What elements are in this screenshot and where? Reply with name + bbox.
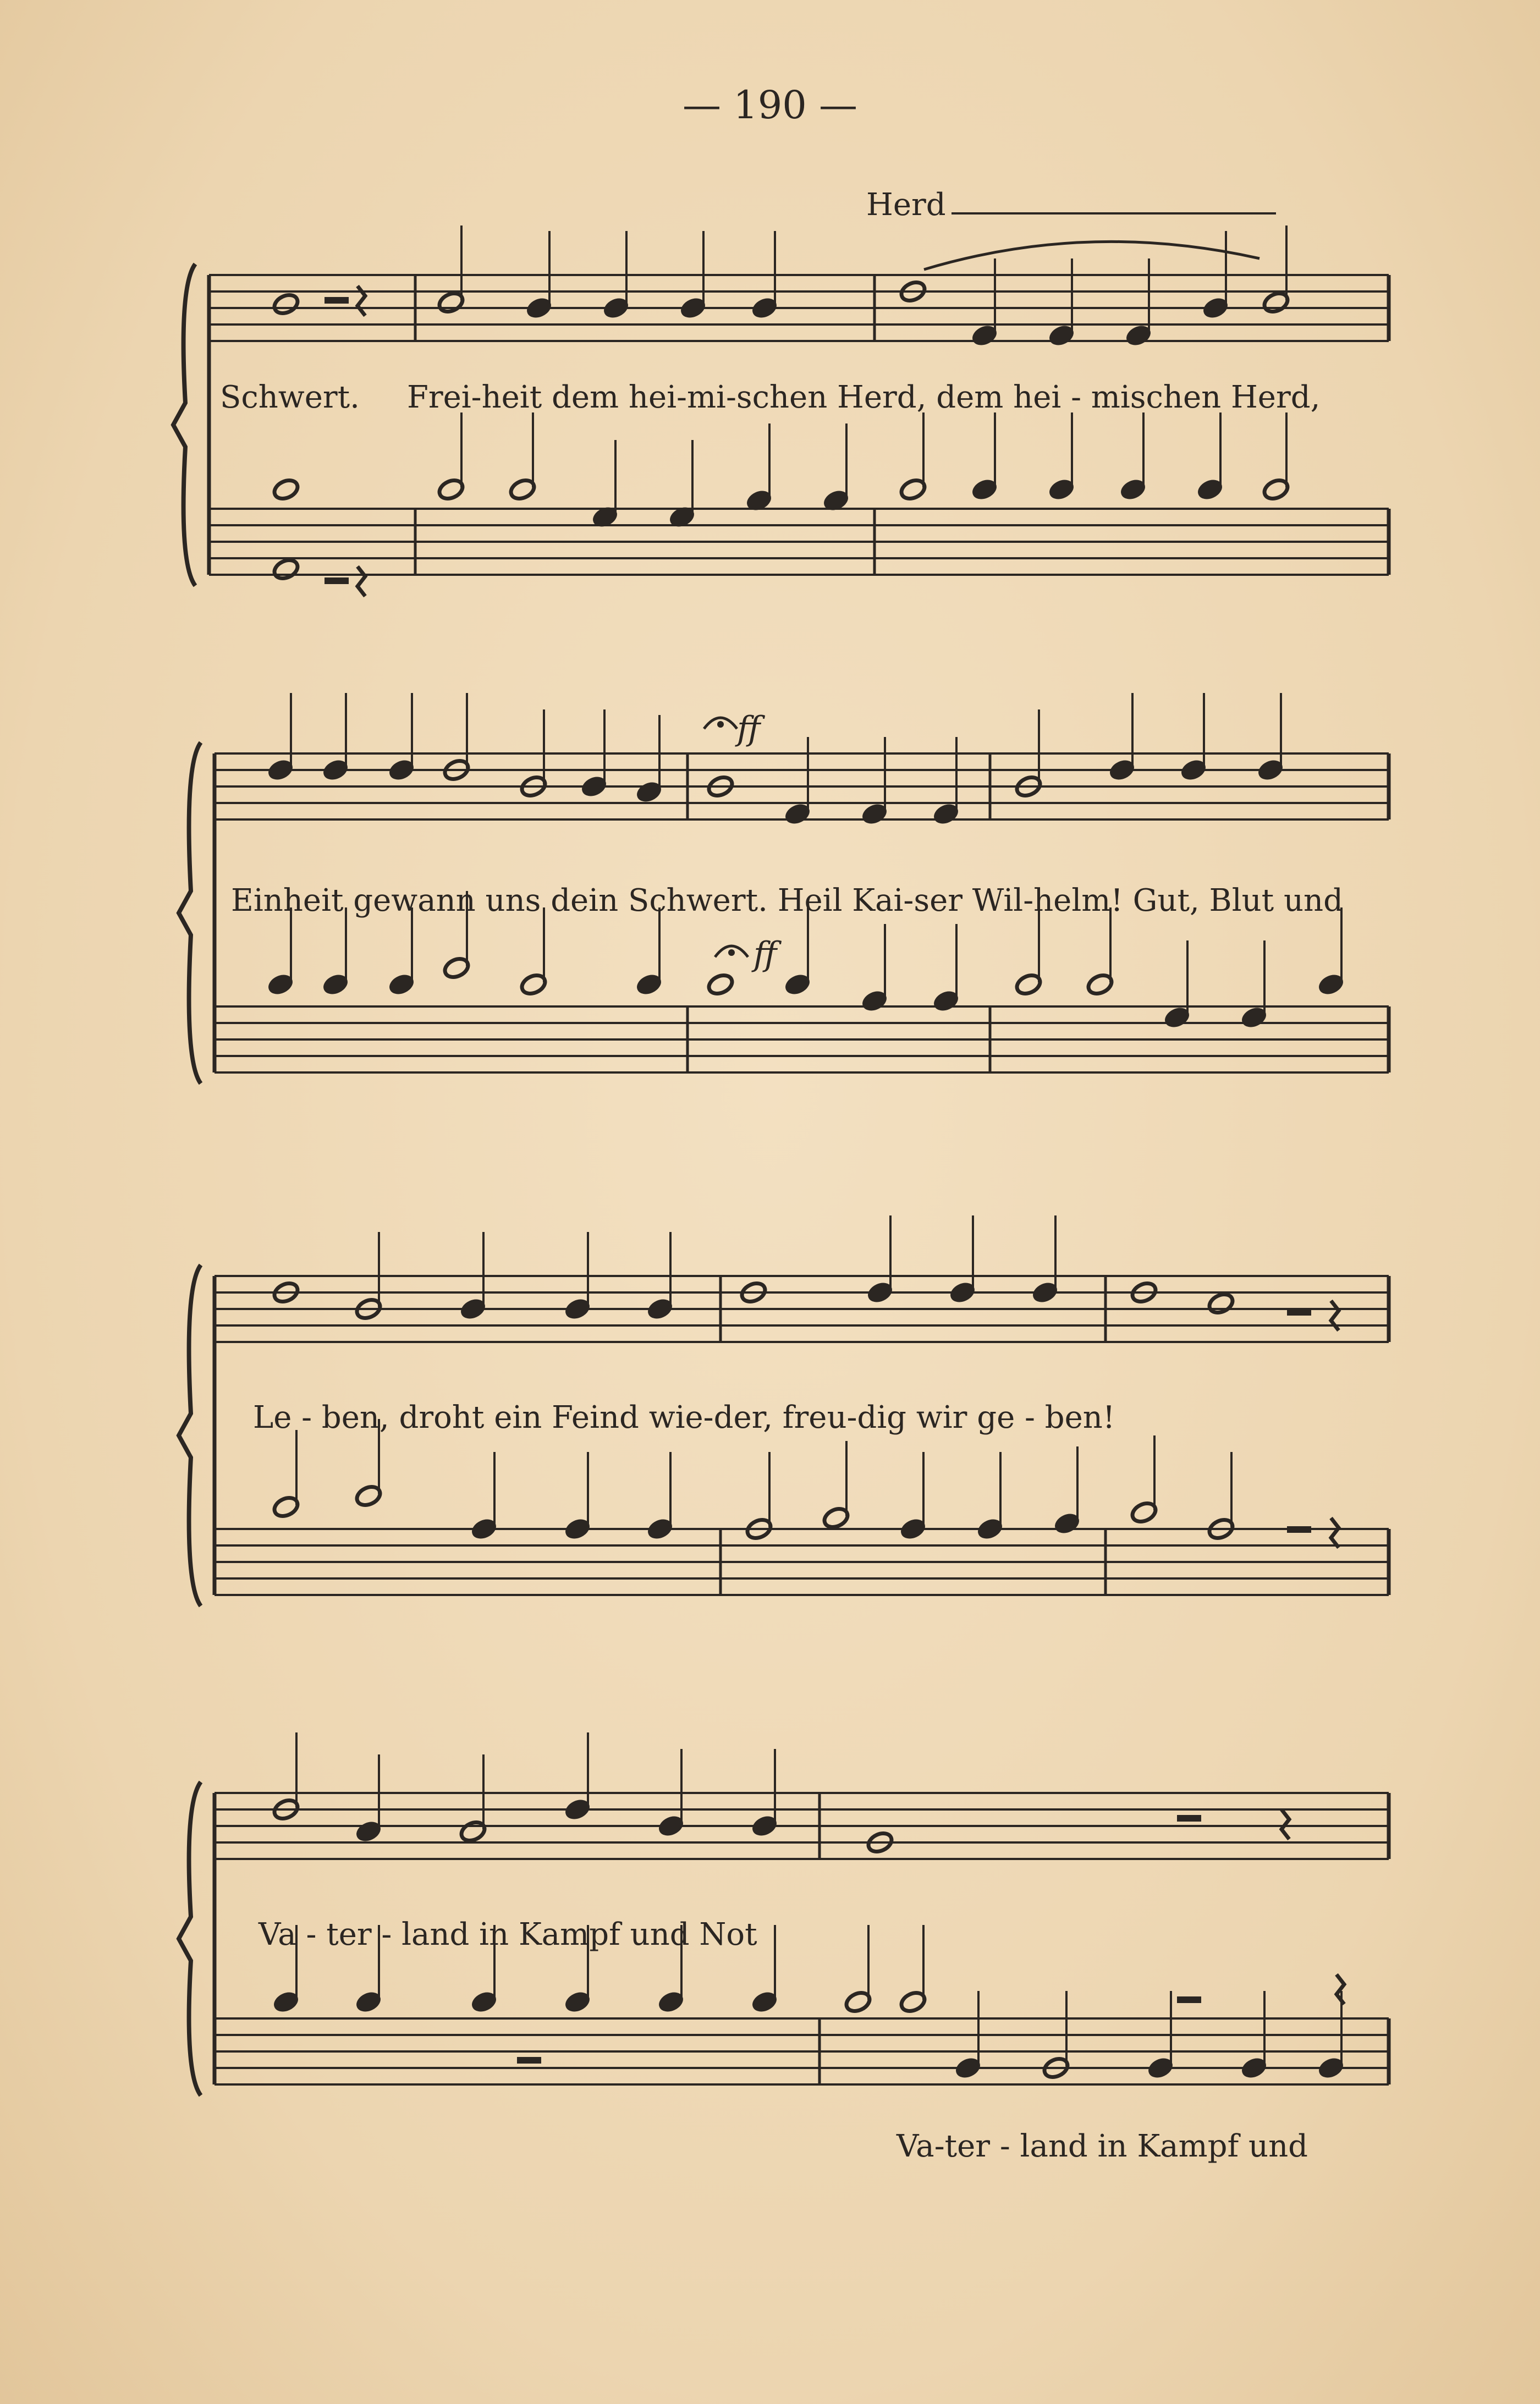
lyric-line-4a: Va - ter - land in Kampf und Not	[258, 1917, 757, 1952]
lyric-line-4b: Va-ter - land in Kampf und	[897, 2128, 1308, 2164]
notehead	[272, 291, 301, 317]
system-brace	[179, 742, 201, 1083]
half-rest	[324, 577, 349, 584]
quarter-rest	[1336, 1974, 1344, 2004]
notehead	[272, 557, 301, 582]
half-rest	[1177, 1815, 1201, 1822]
quarter-rest	[358, 566, 365, 596]
notehead	[272, 477, 301, 502]
lyric-line-2: Einheit gewann uns dein Schwert. Heil Kai-ser Wil-helm! Gut, Blut und	[231, 883, 1343, 918]
half-rest	[517, 2057, 541, 2064]
lyric-line-1a: Schwert.	[220, 379, 360, 415]
system-brace	[173, 264, 195, 586]
half-rest	[1287, 1526, 1311, 1533]
dynamic-marking: ff	[737, 709, 761, 748]
quarter-rest	[1282, 1809, 1289, 1839]
page-number: — 190 —	[682, 82, 858, 128]
fermata-dot	[717, 721, 724, 728]
lyric-line-3: Le - ben, droht ein Feind wie-der, freu-dig wir ge - ben!	[253, 1400, 1115, 1435]
half-rest	[1287, 1309, 1311, 1316]
slur	[924, 241, 1260, 269]
fermata-dot	[728, 949, 735, 956]
notehead	[706, 972, 735, 997]
herd-hold-annotation: Herd	[866, 187, 946, 223]
system-brace	[179, 1265, 201, 1606]
dynamic-marking: ff	[754, 935, 777, 973]
lyric-line-1b: Frei-heit dem hei-mi-schen Herd, dem hei - mischen Herd,	[407, 379, 1321, 415]
quarter-rest	[1331, 1518, 1339, 1548]
half-rest	[324, 297, 349, 304]
system-brace	[179, 1782, 201, 2095]
half-rest	[1177, 1996, 1201, 2003]
notehead	[1207, 1291, 1236, 1316]
